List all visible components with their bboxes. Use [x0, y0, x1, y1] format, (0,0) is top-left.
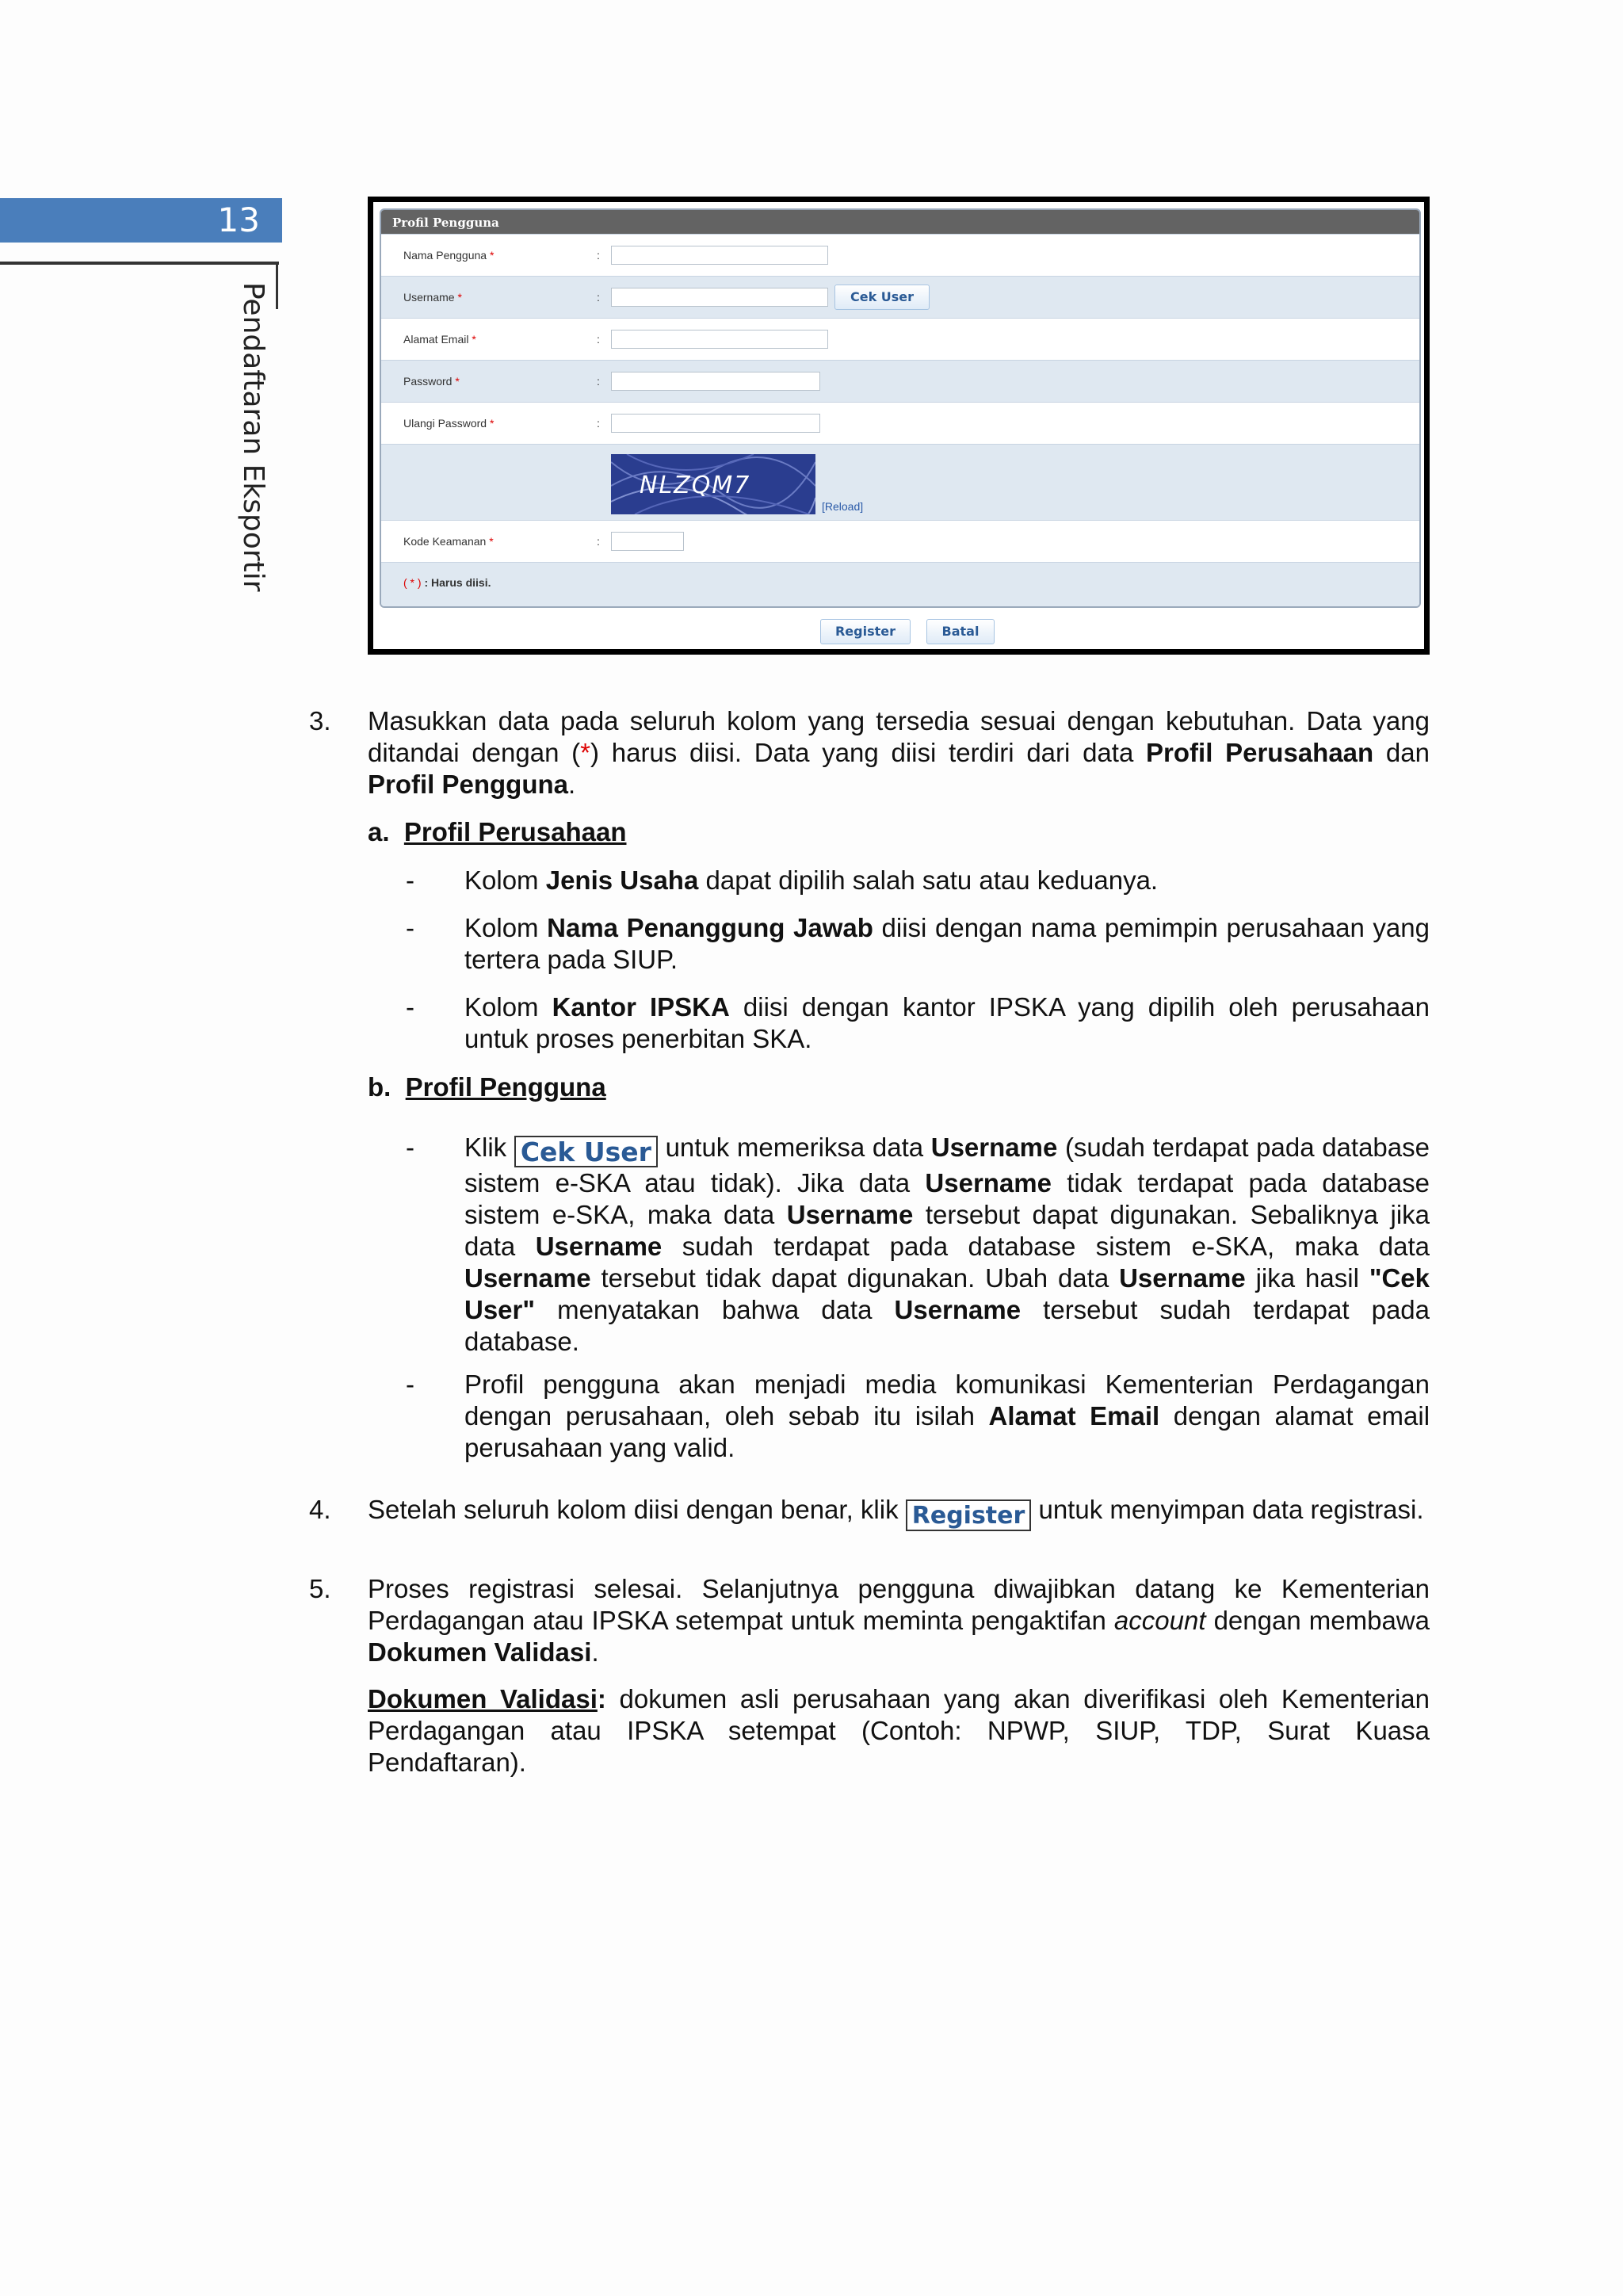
register-button[interactable]: Register: [820, 619, 911, 644]
field-label: Alamat Email: [403, 333, 469, 346]
bullet-dash: -: [406, 1133, 414, 1162]
row-kode-keamanan: Kode Keamanan * :: [381, 520, 1419, 563]
field-label: Kode Keamanan: [403, 535, 487, 548]
username-input[interactable]: [611, 288, 828, 307]
header-rule: [0, 262, 279, 265]
row-alamat-email: Alamat Email * :: [381, 318, 1419, 361]
field-label: Password: [403, 375, 453, 388]
page-number: 13: [0, 198, 282, 243]
batal-button[interactable]: Batal: [926, 619, 995, 644]
bullet-dash: -: [406, 913, 414, 942]
dokumen-validasi-text: Dokumen Validasi: dokumen asli perusahaan yang akan diverifikasi oleh Kementerian Perdagangan atau IPSKA setempat (Contoh: NPWP, SIUP, TDP, Surat Kuasa Pendaftaran).: [368, 1684, 1430, 1777]
row-nama-pengguna: Nama Pengguna * :: [381, 234, 1419, 277]
captcha-image: [611, 454, 815, 514]
step-4-text: Setelah seluruh kolom diisi dengan benar, klik Register untuk menyimpan data registrasi.: [368, 1495, 1424, 1530]
row-username: Username * : Cek User: [381, 276, 1419, 319]
reload-link[interactable]: [Reload]: [822, 500, 864, 513]
register-button-image: Register: [906, 1499, 1032, 1531]
row-password: Password * :: [381, 360, 1419, 403]
cek-user-button-image: Cek User: [514, 1136, 658, 1167]
nama-pengguna-input[interactable]: [611, 246, 828, 265]
step-5-text: Proses registrasi selesai. Selanjutnya pengguna diwajibkan datang ke Kementerian Perdagangan atau IPSKA setempat untuk meminta pengaktifan account dengan membawa Dokumen Validasi.: [368, 1574, 1430, 1667]
cek-user-button[interactable]: Cek User: [834, 285, 930, 310]
step-3-text: Masukkan data pada seluruh kolom yang tersedia sesuai dengan kebutuhan. Data yang ditandai dengan (*) harus diisi. Data yang diisi terdiri dari data Profil Perusahaan dan Profil Pengguna.: [368, 706, 1430, 799]
side-title: Pendaftaran Eksportir: [237, 282, 269, 592]
form-screenshot: [368, 197, 1430, 655]
kode-keamanan-input[interactable]: [611, 532, 684, 551]
field-label: Username: [403, 291, 455, 304]
alamat-email-input[interactable]: [611, 330, 828, 349]
list-item: Klik Cek User untuk memeriksa data Username (sudah terdapat pada database sistem e-SKA atau tidak). Jika data Username tidak terdapat pada database sistem e-SKA, maka data Username tersebut dapat digunakan. Sebaliknya jika data Username sudah terdapat pada database sistem e-SKA, maka data Username tersebut tidak dapat digunakan. Ubah data Username jika hasil "Cek User" menyatakan bahwa data Username tersebut sudah terdapat pada database.: [464, 1133, 1430, 1356]
row-captcha: [381, 444, 1419, 521]
bullet-dash: -: [406, 992, 414, 1022]
field-label: Nama Pengguna: [403, 249, 487, 262]
bullet-dash: -: [406, 1370, 414, 1399]
panel-title: Profil Pengguna: [381, 210, 1419, 234]
password-input[interactable]: [611, 372, 820, 391]
step-number: 4.: [309, 1495, 331, 1524]
step-number: 5.: [309, 1574, 331, 1603]
section-a-heading: a. Profil Perusahaan: [368, 817, 627, 846]
list-item: Profil pengguna akan menjadi media komunikasi Kementerian Perdagangan dengan perusahaan, oleh sebab itu isilah Alamat Email dengan alamat email perusahaan yang valid.: [464, 1370, 1430, 1462]
list-item: Kolom Kantor IPSKA diisi dengan kantor IPSKA yang dipilih oleh perusahaan untuk proses penerbitan SKA.: [464, 992, 1430, 1053]
row-note: [381, 562, 1419, 607]
section-b-heading: b. Profil Pengguna: [368, 1072, 606, 1102]
row-ulangi-password: Ulangi Password * :: [381, 402, 1419, 445]
ulangi-password-input[interactable]: [611, 414, 820, 433]
list-item: Kolom Jenis Usaha dapat dipilih salah satu atau keduanya.: [464, 865, 1159, 895]
list-item: Kolom Nama Penanggung Jawab diisi dengan nama pemimpin perusahaan yang tertera pada SIUP.: [464, 913, 1430, 974]
captcha-text: NLZQM7: [640, 472, 751, 499]
required-note: ( * ) : Harus diisi.: [403, 576, 491, 589]
bullet-dash: -: [406, 865, 414, 895]
field-label: Ulangi Password: [403, 417, 487, 430]
profil-pengguna-panel: [380, 208, 1421, 608]
step-number: 3.: [309, 706, 331, 735]
